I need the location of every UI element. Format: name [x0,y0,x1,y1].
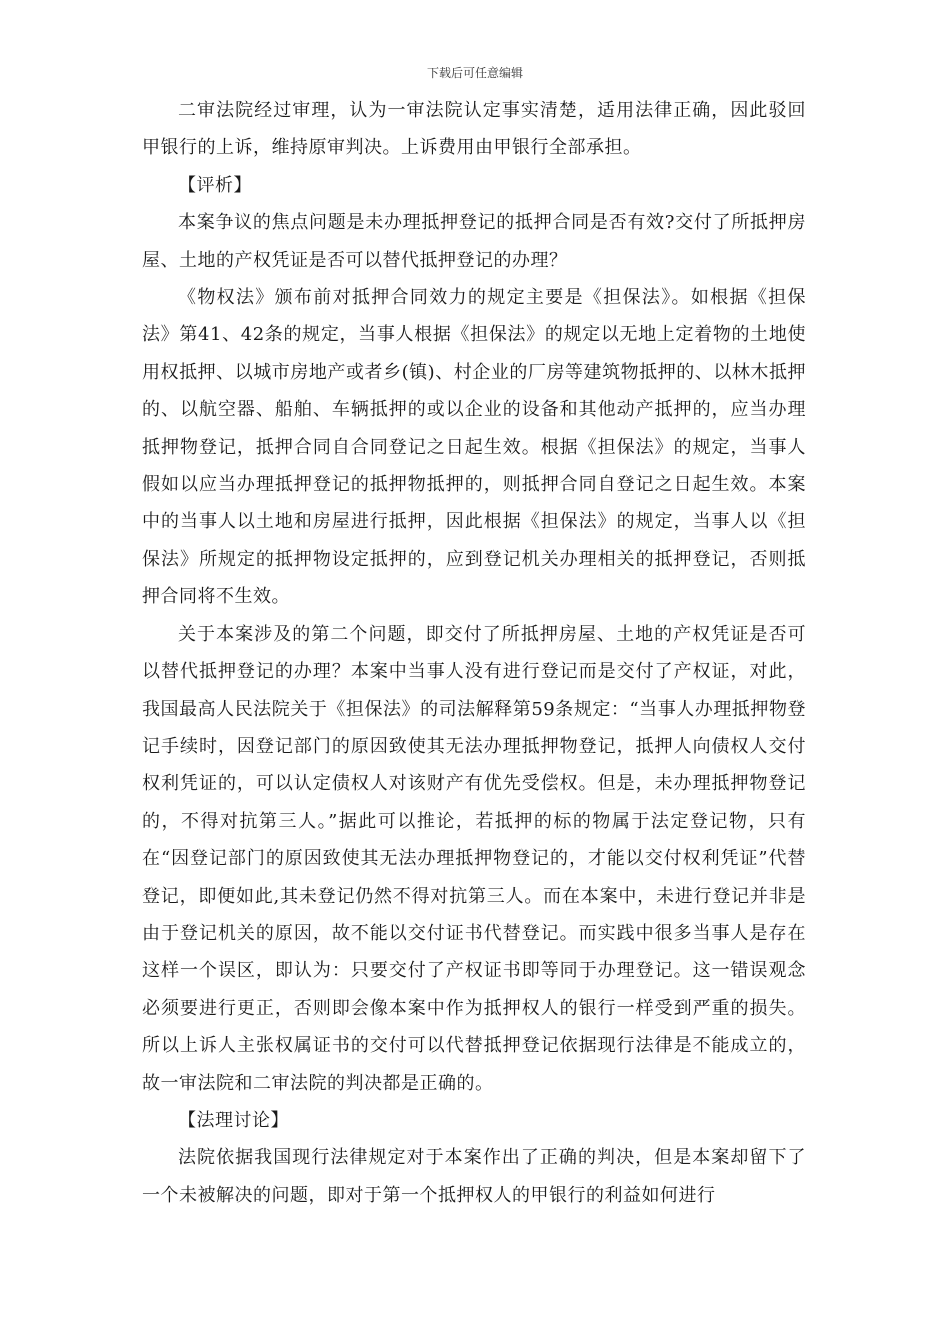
paragraph-discussion: 法院依据我国现行法律规定对于本案作出了正确的判决，但是本案却留下了一个未被解决的问题，即对于第一个抵押权人的甲银行的利益如何进行 [142,1147,806,1206]
paragraph-focus-issue: 本案争议的焦点问题是未办理抵押登记的抵押合同是否有效?交付了所抵押房屋、土地的产权凭证是否可以替代抵押登记的办理？ [142,212,806,271]
paragraph-guarantee-law: 《物权法》颁布前对抵押合同效力的规定主要是《担保法》。如根据《担保法》第41、42条的规定，当事人根据《担保法》的规定以无地上定着物的土地使用权抵押、以城市房地产或者乡(镇)、村企业的厂房等建筑物抵押的、以林木抵押的、以航空器、船舶、车辆抵押的或以企业的设备和其他动产抵押的，应当办理抵押物登记，抵押合同自合同登记之日起生效。根据《担保法》的规定，当事人假如以应当办理抵押登记的抵押物抵押的，则抵押合同自登记之日起生效。本案中的当事人以土地和房屋进行抵押，因此根据《担保法》的规定，当事人以《担保法》所规定的抵押物设定抵押的，应到登记机关办理相关的抵押登记，否则抵押合同将不生效。 [142,287,806,608]
document-body [142,92,806,1214]
page-header-note: 下载后可任意编辑 [426,66,523,80]
paragraph-second-issue: 关于本案涉及的第二个问题，即交付了所抵押房屋、土地的产权凭证是否可以替代抵押登记的办理？本案中当事人没有进行登记而是交付了产权证，对此，我国最高人民法院关于《担保法》的司法解释第59条规定：“当事人办理抵押物登记手续时，因登记部门的原因致使其无法办理抵押物登记，抵押人向债权人交付权利凭证的，可以认定债权人对该财产有优先受偿权。但是，未办理抵押物登记的，不得对抗第三人。”据此可以推论，若抵押的标的物属于法定登记物，只有在“因登记部门的原因致使其无法办理抵押物登记的，才能以交付权利凭证”代替登记，即便如此,其未登记仍然不得对抗第三人。而在本案中，未进行登记并非是由于登记机关的原因，故不能以交付证书代替登记。而实践中很多当事人是存在这样一个误区，即认为：只要交付了产权证书即等同于办理登记。这一错误观念必须要进行更正，否则即会像本案中作为抵押权人的银行一样受到严重的损失。所以上诉人主张权属证书的交付可以代替抵押登记依据现行法律是不能成立的，故一审法院和二审法院的判决都是正确的。 [142,623,806,1094]
paragraph-appeal-ruling: 二审法院经过审理，认为一审法院认定事实清楚，适用法律正确，因此驳回甲银行的上诉，维持原审判决。上诉费用由甲银行全部承担。 [142,100,806,159]
section-heading-analysis: 【评析】 [178,174,252,196]
section-heading-jurisprudence: 【法理讨论】 [178,1109,289,1131]
